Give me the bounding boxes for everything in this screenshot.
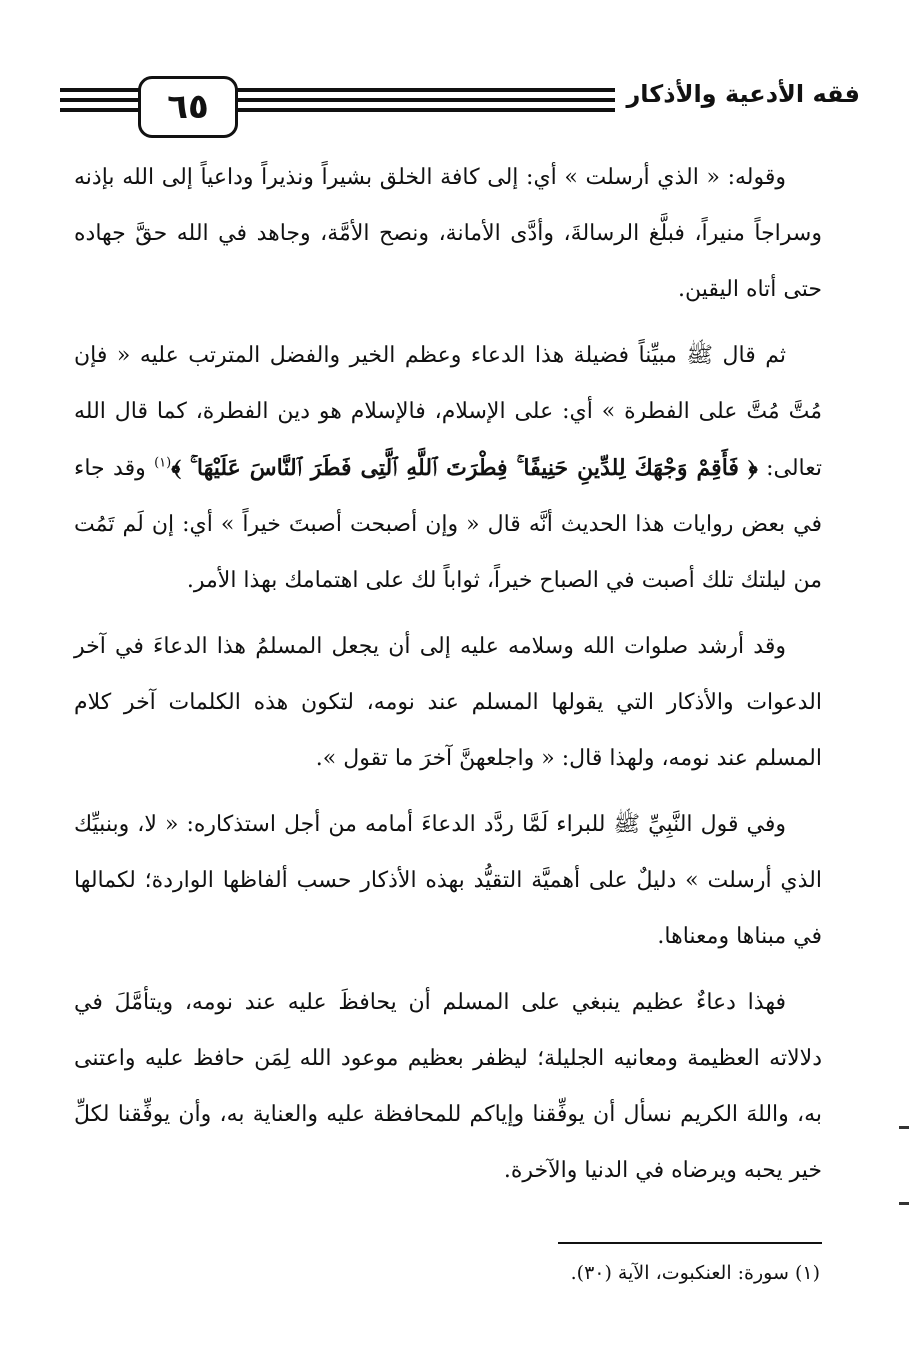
main-text xyxy=(74,150,822,1209)
quran-verse: ﴿ فَأَقِمْ وَجْهَكَ لِلدِّينِ حَنِيفًا ۚ فِطْرَتَ ٱللَّهِ ٱلَّتِى فَطَرَ ٱلنَّاسَ عَلَيْهَا ۚ ﴾ xyxy=(171,455,758,481)
footnote: (١) سورة: العنكبوت، الآية (٣٠). xyxy=(570,1262,820,1284)
paragraph-text: وقد جاء في بعض روايات هذا الحديث أنَّه قال « وإن أصبحت أصبتَ خيراً » أي: إن لَم تَمُت من ليلتك تلك أصبت في الصباح خيراً، ثواباً لك على اهتمامك بهذا الأمر. xyxy=(74,456,822,593)
paragraph xyxy=(74,150,822,318)
header-rule xyxy=(235,88,615,92)
paragraph xyxy=(74,328,822,609)
header-rule xyxy=(235,108,615,112)
page-header xyxy=(60,70,860,140)
footnote-ref: (١) xyxy=(154,455,172,471)
header-rule xyxy=(60,108,145,112)
paragraph-text: وفي قول النَّبِيِّ ﷺ للبراء لَمَّا ردَّد الدعاءَ أمامه من أجل استذكاره: « لا، وبنبيِّك الذي أرسلت » دليلٌ على أهميَّة التقيُّد بهذه الأذكار حسب ألفاظها الواردة؛ لكمالها في مبناها ومعناها. xyxy=(74,812,822,949)
paragraph xyxy=(74,797,822,965)
margin-mark xyxy=(899,1126,909,1129)
paragraph-text: ثم قال ﷺ مبيِّناً فضيلة هذا الدعاء وعظم الخير والفضل المترتب عليه « فإن مُتَّ مُتَّ على الفطرة » أي: على الإسلام، فالإسلام هو دين الفطرة، كما قال الله تعالى: xyxy=(74,343,822,481)
paragraph-text: وقد أرشد صلوات الله وسلامه عليه إلى أن يجعل المسلمُ هذا الدعاءَ في آخر الدعوات والأذكار التي يقولها المسلم عند نومه، لتكون هذه الكلمات آخر كلام المسلم عند نومه، ولهذا قال: « واجلعهنَّ آخرَ ما تقول ». xyxy=(74,634,822,771)
paragraph xyxy=(74,619,822,787)
footnote-separator xyxy=(558,1242,822,1244)
header-rule xyxy=(235,98,615,102)
paragraph-text: فهذا دعاءٌ عظيم ينبغي على المسلم أن يحافظَ عليه عند نومه، ويتأمَّلَ في دلالاته العظيمة ومعانيه الجليلة؛ ليظفر بعظيم موعود الله لِمَن حافظ عليه واعتنى به، واللهَ الكريم نسأل أن يوفِّقنا وإياكم للمحافظة عليه والعناية به، وأن يوفِّقنا لكلِّ خير يحبه ويرضاه في الدنيا والآخرة. xyxy=(74,990,822,1183)
header-rule xyxy=(60,98,145,102)
running-title: فقه الأدعية والأذكار xyxy=(626,80,860,108)
margin-mark xyxy=(899,1202,909,1205)
page-number: ٦٥ xyxy=(138,76,238,138)
paragraph xyxy=(74,975,822,1199)
header-rule xyxy=(60,88,145,92)
paragraph-text: وقوله: « الذي أرسلت » أي: إلى كافة الخلق بشيراً ونذيراً وداعياً إلى الله بإذنه وسراجاً منيراً، فبلَّغ الرسالةَ، وأدَّى الأمانة، ونصح الأمَّة، وجاهد في الله حقَّ جهاده حتى أتاه اليقين. xyxy=(74,165,822,302)
